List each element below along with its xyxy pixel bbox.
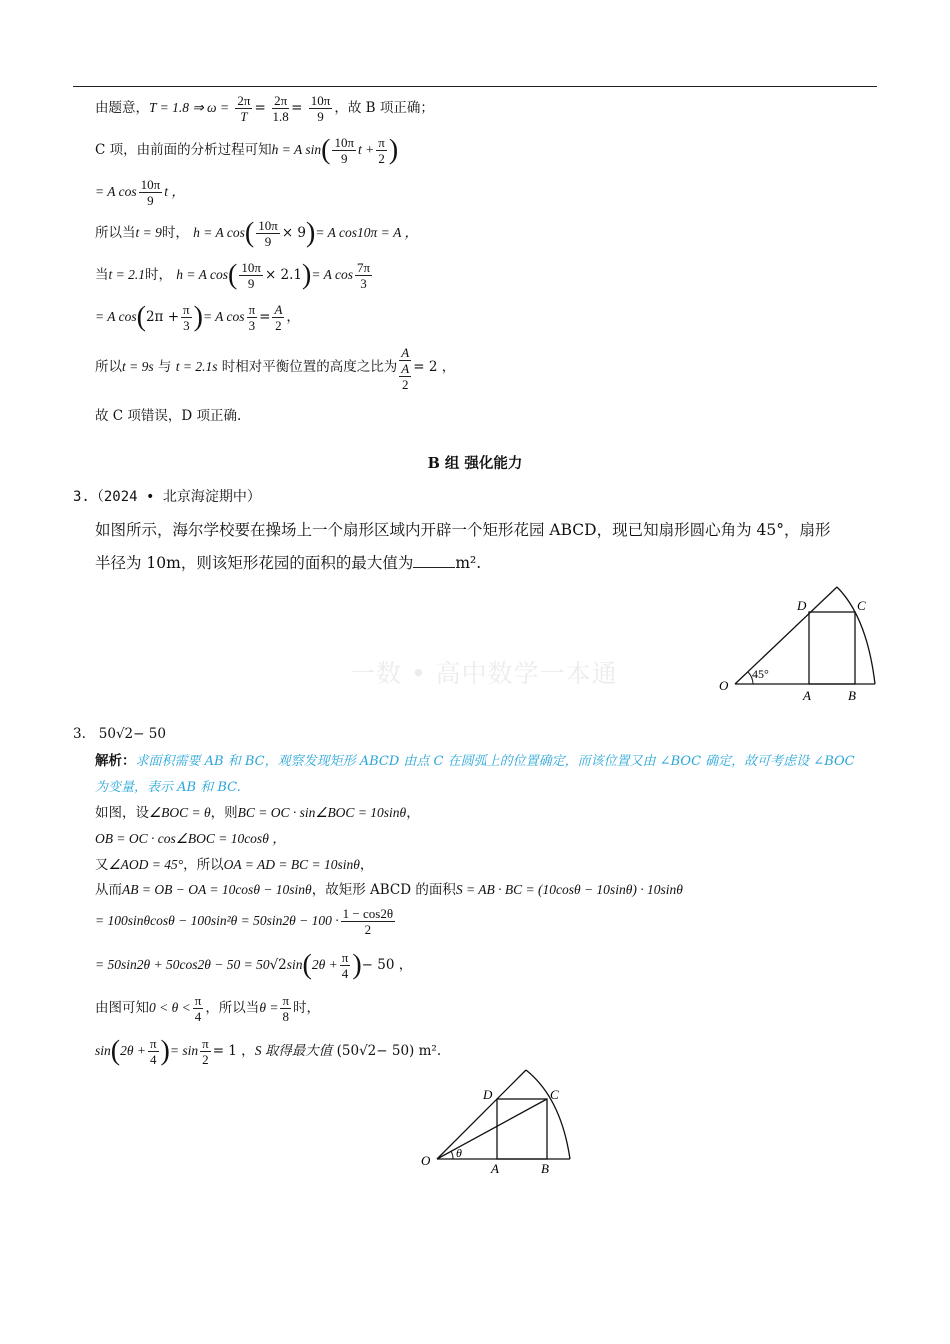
answer-blank [413, 567, 455, 568]
solution-line-3: = A cos $\frac{10\pi}{9}$ t ， [95, 177, 185, 208]
fig-label-c: C [857, 598, 866, 613]
solution-line-7: 所以t = 9s 与 t = 2.1s 时相对平衡位置的高度之比为 A A 2 = 2 ， [95, 345, 456, 392]
fig2-label-theta: θ [456, 1146, 462, 1160]
section-title: B 组 强化能力 [427, 455, 523, 472]
watermark: 一数 • 高中数学一本通 [350, 659, 618, 688]
fig-label-b: B [848, 688, 856, 703]
analysis-line-3: 如图，设∠BOC = θ，则BC = OC · sin∠BOC = 10sinθ， [95, 805, 420, 821]
question-text-line-2: 半径为 10m，则该矩形花园的面积的最大值为 m². [95, 554, 482, 572]
analysis-line-1: 解析：求面积需要 AB 和 BC，观察发现矩形 ABCD 由点 C 在圆弧上的位置确定，而该位置又由 ∠BOC 确定，故可考虑设 ∠BOC [95, 753, 855, 769]
solution-line-1: 由题意，T = 1.8 ⇒ ω = $\frac{2\pi}{T}$ = $\frac{2\pi}{1.8}$ = $\frac{10\pi}{9}$ ，故 B 项正确； [95, 93, 434, 124]
question-text-line-1: 如图所示，海尔学校要在操场上一个扇形区域内开辟一个矩形花园 ABCD，现已知扇形圆心角为 45°，扇形 [95, 521, 831, 539]
fig2-label-d: D [483, 1087, 493, 1102]
analysis-line-7: = 100sinθcosθ − 100sin²θ = 50sin2θ − 100 · $\frac{1 - \cos 2\theta}{2}$ [95, 906, 394, 937]
solution-line-8: 故 C 项错误，D 项正确. [95, 408, 242, 424]
fig2-label-a: A [491, 1161, 499, 1176]
solution-line-5: 当t = 2.1时， h = A cos( $\frac{10\pi}{9}$ × 2.1)= A cos $\frac{7\pi}{3}$ [95, 259, 371, 291]
header-rule [73, 86, 877, 87]
fig2-label-b: B [541, 1161, 549, 1176]
analysis-line-10: sin(2θ + $\frac{\pi}{4}$ )= sin $\frac{\pi}{2}$ = 1 ，S 取得最大值 (50√2− 50) m². [95, 1035, 442, 1067]
analysis-line-9: 由图可知0 < θ < $\frac{\pi}{4}$ ，所以当θ = $\frac{\pi}{8}$ 时， [95, 993, 321, 1024]
solution-line-6: = A cos(2π + $\frac{\pi}{3}$ )= A cos $\frac{\pi}{3}$ = $\frac{A}{2}$ ， [95, 301, 300, 333]
solution-line-2: C 项，由前面的分析过程可知h = A sin( $\frac{10\pi}{9}$ t + $\frac{\pi}{2}$ ) [95, 134, 399, 166]
fig-label-d: D [797, 598, 807, 613]
question-header: 3.（2024 • 北京海淀期中） [73, 489, 261, 505]
fig-label-a: A [803, 688, 811, 703]
fig2-label-o: O [421, 1153, 431, 1168]
fig-label-o: O [719, 678, 729, 693]
answer-value: 3. 50√2− 50 [73, 726, 166, 742]
fig-label-angle: 45° [752, 667, 769, 681]
analysis-line-8: = 50sin2θ + 50cos2θ − 50 = 50√2sin(2θ + $\frac{\pi}{4}$ )− 50 ， [95, 949, 413, 981]
analysis-line-2: 为变量，表示 AB 和 BC. [95, 780, 241, 795]
analysis-line-6: 从而AB = OB − OA = 10cosθ − 10sinθ，故矩形 ABCD 的面积S = AB · BC = (10cosθ − 10sinθ) · 10sinθ [95, 882, 683, 898]
fig2-label-c: C [550, 1087, 559, 1102]
solution-line-4: 所以当t = 9时， h = A cos( $\frac{10\pi}{9}$ × 9)= A cos10π = A ， [95, 217, 418, 249]
analysis-line-4: OB = OC · cos∠BOC = 10cosθ ， [95, 831, 286, 846]
answer-figure [415, 1062, 585, 1180]
analysis-line-5: 又∠AOD = 45°，所以OA = AD = BC = 10sinθ， [95, 857, 374, 873]
question-figure [705, 582, 895, 707]
